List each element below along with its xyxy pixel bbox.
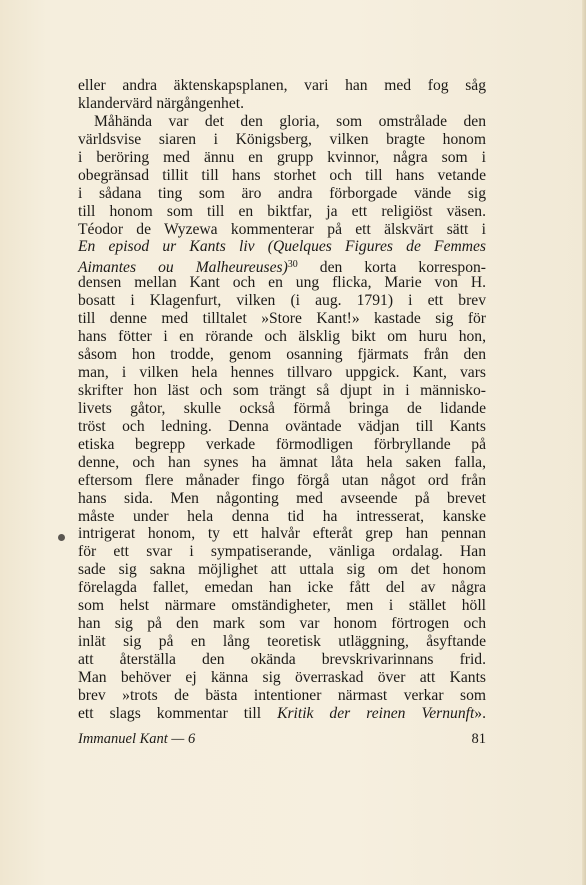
text-line: intrigerat honom, ty ett halvår efteråt grep han pennan — [78, 525, 486, 543]
text-line: tröst och ledning. Denna oväntade vädjan till Kants — [78, 417, 486, 435]
page-number: 81 — [471, 731, 486, 747]
page-edge — [582, 0, 586, 885]
text-line: klandervärd närgångenhet. — [78, 94, 244, 112]
text-line — [78, 256, 486, 277]
italic-title: Aimantes ou Malheureuses) — [78, 259, 288, 277]
text-line: såsom hon trodde, genom osanning fjärmats från den — [78, 346, 486, 364]
text-fragment: ». — [474, 704, 486, 722]
text-line: brev »trots de bästa intentioner närmast verkar som — [78, 686, 486, 704]
text-line: världsvise siaren i Königsberg, vilken bragte honom — [78, 130, 486, 148]
text-line: inlät sig på en lång teoretisk utläggning, åsyftande — [78, 633, 486, 651]
text-line: skrifter hon läst och som trängt så djupt in i människo- — [78, 381, 486, 399]
footnote-ref: 30 — [287, 259, 298, 271]
text-line: En episod ur Kants liv (Quelques Figures de Femmes — [78, 238, 486, 256]
text-line: förelagda fallet, emedan han icke fått del av några — [78, 579, 486, 597]
text-line: Måhända var det den gloria, som omstrålade den — [94, 112, 486, 130]
text-line: att återställa den okända brevskrivarinnans frid. — [78, 651, 486, 668]
text-line: livets gåtor, skulle också förmå bringa de lidande — [78, 399, 486, 417]
text-line: etiska begrepp verkade förmodligen förbryllande på — [78, 435, 486, 453]
text-line: man, i vilken hela hennes tillvaro uppgick. Kant, vars — [78, 364, 486, 381]
text-line: hans fötter i en rörande och älsklig bikt om huru hon, — [78, 328, 486, 346]
text-fragment: den korta korrespon- — [297, 259, 486, 277]
text-line: Téodor de Wyzewa kommenterar på ett älskvärt sätt i — [78, 220, 486, 238]
text-line: sade sig sakna möjlighet att uttala sig om det honom — [78, 561, 486, 579]
text-line: denne, och han synes ha ämnat låta hela saken falla, — [78, 453, 486, 471]
text-line: hans sida. Men någonting med avseende på brevet — [78, 489, 486, 507]
text-line: i sådana ting som äro andra förborgade vände sig — [78, 184, 486, 202]
text-line: Man behöver ej känna sig överraskad över att Kants — [78, 668, 486, 686]
text-line: bosatt i Klagenfurt, vilken (i aug. 1791) i ett brev — [78, 292, 486, 310]
text-line: densen mellan Kant och en ung flicka, Marie von H. — [78, 274, 486, 292]
text-line: han sig på den mark som var honom förtrogen och — [78, 615, 486, 633]
text-line: i beröring med ännu en grupp kvinnor, några som i — [78, 148, 486, 166]
text-fragment: ett slags kommentar till — [78, 704, 278, 722]
text-line: för ett svar i sympatiserande, vänliga ordalag. Han — [78, 543, 486, 561]
italic-title: Kritik der reinen Vernunft — [277, 704, 475, 722]
page-footer — [78, 731, 486, 751]
text-line: eftersom flere månader fingo förgå utan något ord från — [78, 471, 486, 489]
body-text — [78, 77, 486, 723]
text-line: som helst närmare omständigheter, men i stället höll — [78, 597, 486, 615]
text-line: obegränsad tillit till hans storhet och till hans vetande — [78, 166, 486, 184]
ink-speck — [58, 534, 65, 541]
text-line: måste under hela denna tid ha intresserat, kanske — [78, 507, 486, 525]
text-line — [78, 705, 486, 723]
text-line: till honom som till en biktfar, ja ett religiöst väsen. — [78, 202, 486, 220]
text-line: till denne med tilltalet »Store Kant!» kastade sig för — [78, 310, 486, 328]
text-line: eller andra äktenskapsplanen, vari han med fog såg — [78, 77, 486, 94]
signature-mark: Immanuel Kant — 6 — [78, 731, 196, 747]
